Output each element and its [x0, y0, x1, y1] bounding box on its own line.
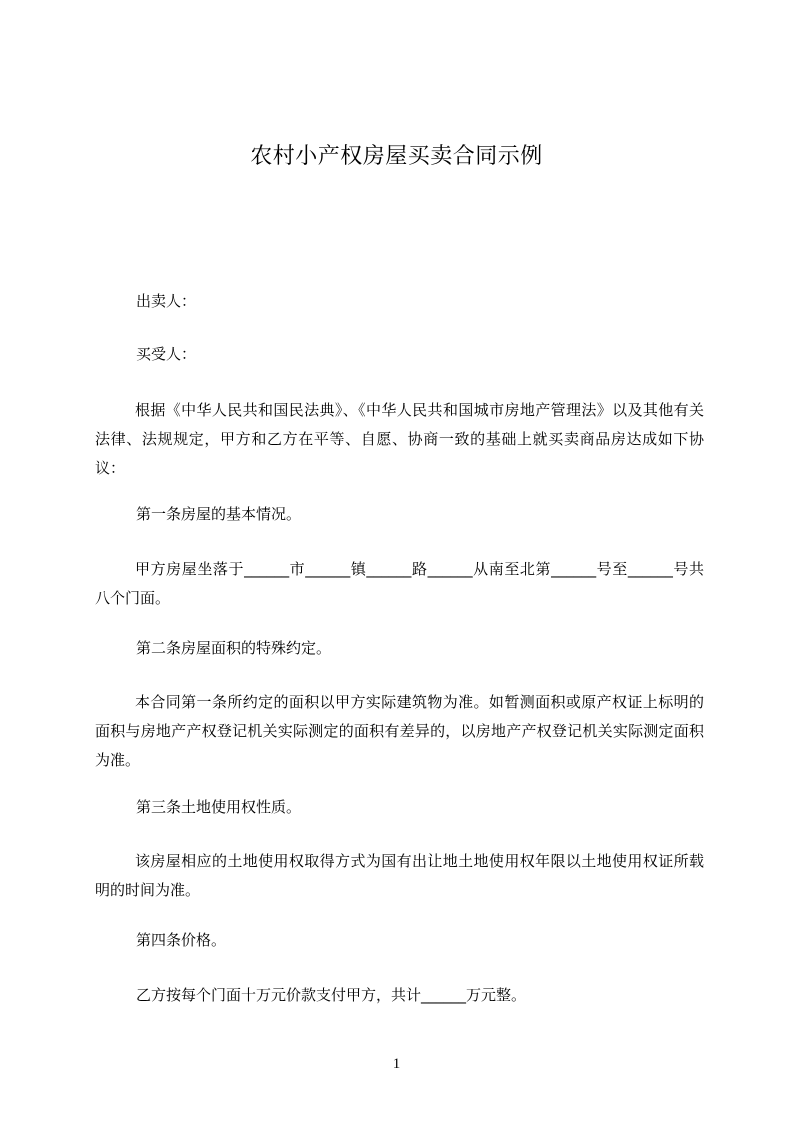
article4-paragraph: 乙方按每个门面十万元价款支付甲方，共计______万元整。 — [136, 986, 527, 1004]
seller-label: 出卖人： — [136, 292, 197, 310]
article3-paragraph: 该房屋相应的土地使用权取得方式为国有出让地土地使用权年限以土地使用权证所载明的时间为准。 — [95, 852, 704, 899]
article3-heading: 第三条土地使用权性质。 — [136, 798, 302, 816]
article2-paragraph: 本合同第一条所约定的面积以甲方实际建筑物为准。如暂测面积或原产权证上标明的面积与房地产产权登记机关实际测定的面积有差异的，以房地产产权登记机关实际测定面积为准。 — [95, 693, 704, 769]
preamble-paragraph: 根据《中华人民共和国民法典》、《中华人民共和国城市房地产管理法》以及其他有关法律、法规规定，甲方和乙方在平等、自愿、协商一致的基础上就买卖商品房达成如下协议： — [95, 401, 704, 477]
buyer-label: 买受人： — [136, 345, 197, 363]
page-title: 农村小产权房屋买卖合同示例 — [250, 144, 543, 169]
article4-heading: 第四条价格。 — [136, 931, 227, 949]
article2-heading: 第二条房屋面积的特殊约定。 — [136, 639, 332, 657]
article1-heading: 第一条房屋的基本情况。 — [136, 505, 302, 523]
page-number: 1 — [392, 1056, 401, 1072]
article1-paragraph: 甲方房屋坐落于______市______镇______路______从南至北第______号至______号共八个门面。 — [95, 560, 704, 607]
